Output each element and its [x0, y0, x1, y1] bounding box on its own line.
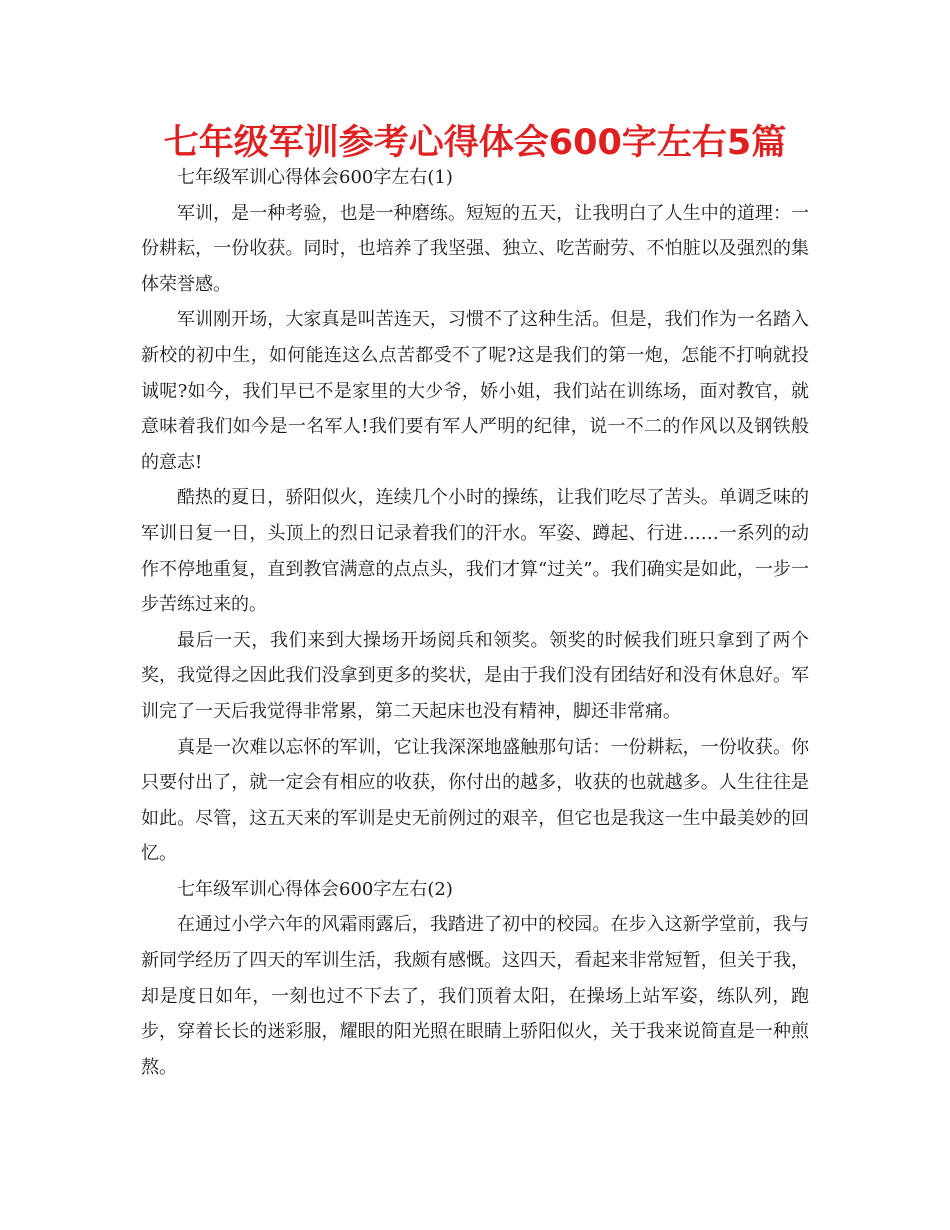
- paragraph-2: 军训刚开场，大家真是叫苦连天，习惯不了这种生活。但是，我们作为一名踏入新校的初中生，如何能连这么点苦都受不了呢?这是我们的第一炮，怎能不打响就投诚呢?如今，我们早已不是家里的大少爷，娇小姐，我们站在训练场，面对教官，就意味着我们如今是一名军人!我们要有军人严明的纪律，说一不二的作风以及钢铁般的意志!: [141, 309, 809, 473]
- section-heading-2: 七年级军训心得体会600字左右(2): [177, 878, 453, 900]
- document-body: [141, 160, 809, 1085]
- paragraph-4: 最后一天，我们来到大操场开场阅兵和领奖。领奖的时候我们班只拿到了两个奖，我觉得之因此我们没拿到更多的奖状，是由于我们没有团结好和没有休息好。军训完了一天后我觉得非常累，第二天起床也没有精神，脚还非常痛。: [141, 629, 809, 722]
- paragraph-6: 在通过小学六年的风霜雨露后，我踏进了初中的校园。在步入这新学堂前，我与新同学经历了四天的军训生活，我颇有感慨。这四天，看起来非常短暂，但关于我，却是度日如年，一刻也过不下去了，我们顶着太阳，在操场上站军姿，练队列，跑步，穿着长长的迷彩服，耀眼的阳光照在眼睛上骄阳似火，关于我来说简直是一种煎熬。: [141, 914, 809, 1078]
- paragraph-1: 军训，是一种考验，也是一种磨练。短短的五天，让我明白了人生中的道理：一份耕耘，一份收获。同时，也培养了我坚强、独立、吃苦耐劳、不怕脏以及强烈的集体荣誉感。: [141, 202, 809, 295]
- paragraph-3: 酷热的夏日，骄阳似火，连续几个小时的操练，让我们吃尽了苦头。单调乏味的军训日复一日，头顶上的烈日记录着我们的汗水。军姿、蹲起、行进……一系列的动作不停地重复，直到教官满意的点点头，我们才算“过关”。我们确实是如此，一步一步苦练过来的。: [141, 487, 809, 616]
- section-heading-1: 七年级军训心得体会600字左右(1): [177, 167, 453, 188]
- document-title: 七年级军训参考心得体会600字左右5篇: [163, 123, 787, 163]
- paragraph-5: 真是一次难以忘怀的军训，它让我深深地盛触那句话：一份耕耘，一份收获。你只要付出了，就一定会有相应的收获，你付出的越多，收获的也就越多。人生往往是如此。尽管，这五天来的军训是史无前例过的艰辛，但它也是我这一生中最美妙的回忆。: [141, 736, 809, 865]
